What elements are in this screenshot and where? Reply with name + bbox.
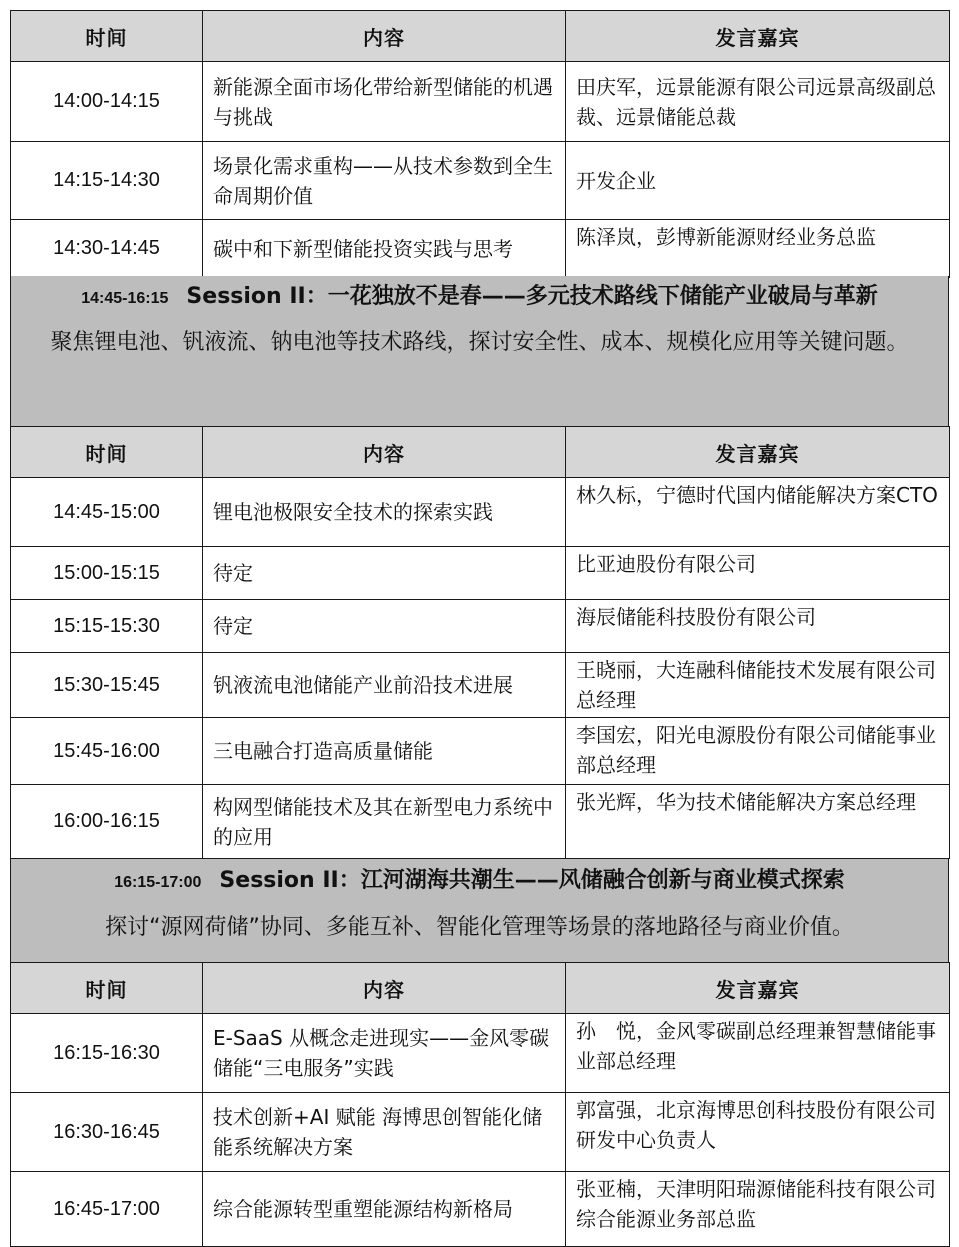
header-content: 内容 bbox=[203, 427, 566, 478]
table-header-row bbox=[11, 11, 950, 62]
row-time: 16:30-16:45 bbox=[11, 1093, 203, 1172]
table-row bbox=[11, 547, 950, 600]
row-content: E-SaaS 从概念走进现实——金风零碳储能“三电服务”实践 bbox=[203, 1014, 566, 1093]
row-speaker: 比亚迪股份有限公司 bbox=[566, 547, 950, 600]
header-speaker: 发言嘉宾 bbox=[566, 11, 950, 62]
session-title-line bbox=[11, 276, 948, 320]
row-speaker: 郭富强，北京海博思创科技股份有限公司研发中心负责人 bbox=[566, 1093, 950, 1172]
row-content: 技术创新+AI 赋能 海博思创智能化储能系统解决方案 bbox=[203, 1093, 566, 1172]
session-time: 14:45-16:15 bbox=[81, 290, 169, 307]
row-time: 15:30-15:45 bbox=[11, 653, 203, 718]
row-speaker: 海辰储能科技股份有限公司 bbox=[566, 600, 950, 653]
table-row bbox=[11, 62, 950, 142]
row-content: 构网型储能技术及其在新型电力系统中的应用 bbox=[203, 785, 566, 859]
row-time: 14:30-14:45 bbox=[11, 220, 203, 278]
table-row bbox=[11, 1172, 950, 1247]
table-row bbox=[11, 220, 950, 278]
row-time: 15:45-16:00 bbox=[11, 718, 203, 785]
header-time: 时间 bbox=[11, 11, 203, 62]
table-row bbox=[11, 653, 950, 718]
row-time: 15:15-15:30 bbox=[11, 600, 203, 653]
row-content: 综合能源转型重塑能源结构新格局 bbox=[203, 1172, 566, 1247]
table-header-row bbox=[11, 963, 950, 1014]
row-time: 16:45-17:00 bbox=[11, 1172, 203, 1247]
session-title-line bbox=[11, 859, 948, 905]
header-content: 内容 bbox=[203, 11, 566, 62]
session-banner-2 bbox=[10, 276, 949, 426]
row-speaker: 陈泽岚，彭博新能源财经业务总监 bbox=[566, 220, 950, 278]
row-content: 新能源全面市场化带给新型储能的机遇与挑战 bbox=[203, 62, 566, 142]
row-speaker: 田庆军，远景能源有限公司远景高级副总裁、远景储能总裁 bbox=[566, 62, 950, 142]
session-description: 探讨“源网荷储”协同、多能互补、智能化管理等场景的落地路径与商业价值。 bbox=[105, 915, 854, 940]
table-header-row bbox=[11, 427, 950, 478]
row-content: 锂电池极限安全技术的探索实践 bbox=[203, 478, 566, 547]
row-content: 场景化需求重构——从技术参数到全生命周期价值 bbox=[203, 142, 566, 220]
table-row bbox=[11, 478, 950, 547]
row-speaker: 张光辉，华为技术储能解决方案总经理 bbox=[566, 785, 950, 859]
session-description: 聚焦锂电池、钒液流、钠电池等技术路线，探讨安全性、成本、规模化应用等关键问题。 bbox=[50, 330, 909, 355]
table-row bbox=[11, 1014, 950, 1093]
row-speaker: 王晓丽，大连融科储能技术发展有限公司总经理 bbox=[566, 653, 950, 718]
row-speaker: 孙 悦，金风零碳副总经理兼智慧储能事业部总经理 bbox=[566, 1014, 950, 1093]
row-speaker: 李国宏，阳光电源股份有限公司储能事业部总经理 bbox=[566, 718, 950, 785]
session-time: 16:15-17:00 bbox=[114, 874, 202, 891]
header-speaker: 发言嘉宾 bbox=[566, 963, 950, 1014]
agenda-table-session-3 bbox=[10, 962, 950, 1247]
row-time: 14:45-15:00 bbox=[11, 478, 203, 547]
session-title: Session II：一花独放不是春——多元技术路线下储能产业破局与革新 bbox=[186, 284, 878, 309]
row-speaker: 林久标，宁德时代国内储能解决方案CTO bbox=[566, 478, 950, 547]
table-row bbox=[11, 718, 950, 785]
table-row bbox=[11, 600, 950, 653]
row-time: 16:00-16:15 bbox=[11, 785, 203, 859]
session-title: Session II：江河湖海共潮生——风储融合创新与商业模式探索 bbox=[219, 868, 845, 893]
row-time: 14:15-14:30 bbox=[11, 142, 203, 220]
row-content: 待定 bbox=[203, 600, 566, 653]
row-speaker: 张亚楠，天津明阳瑞源储能科技有限公司综合能源业务部总监 bbox=[566, 1172, 950, 1247]
table-row bbox=[11, 1093, 950, 1172]
row-content: 三电融合打造高质量储能 bbox=[203, 718, 566, 785]
row-time: 16:15-16:30 bbox=[11, 1014, 203, 1093]
agenda-table-session-1 bbox=[10, 10, 950, 278]
row-speaker: 开发企业 bbox=[566, 142, 950, 220]
header-content: 内容 bbox=[203, 963, 566, 1014]
session-banner-3 bbox=[10, 859, 949, 962]
agenda-table-session-2 bbox=[10, 426, 950, 859]
row-content: 碳中和下新型储能投资实践与思考 bbox=[203, 220, 566, 278]
row-time: 14:00-14:15 bbox=[11, 62, 203, 142]
header-speaker: 发言嘉宾 bbox=[566, 427, 950, 478]
header-time: 时间 bbox=[11, 427, 203, 478]
row-content: 钒液流电池储能产业前沿技术进展 bbox=[203, 653, 566, 718]
table-row bbox=[11, 142, 950, 220]
row-time: 15:00-15:15 bbox=[11, 547, 203, 600]
header-time: 时间 bbox=[11, 963, 203, 1014]
table-row bbox=[11, 785, 950, 859]
row-content: 待定 bbox=[203, 547, 566, 600]
